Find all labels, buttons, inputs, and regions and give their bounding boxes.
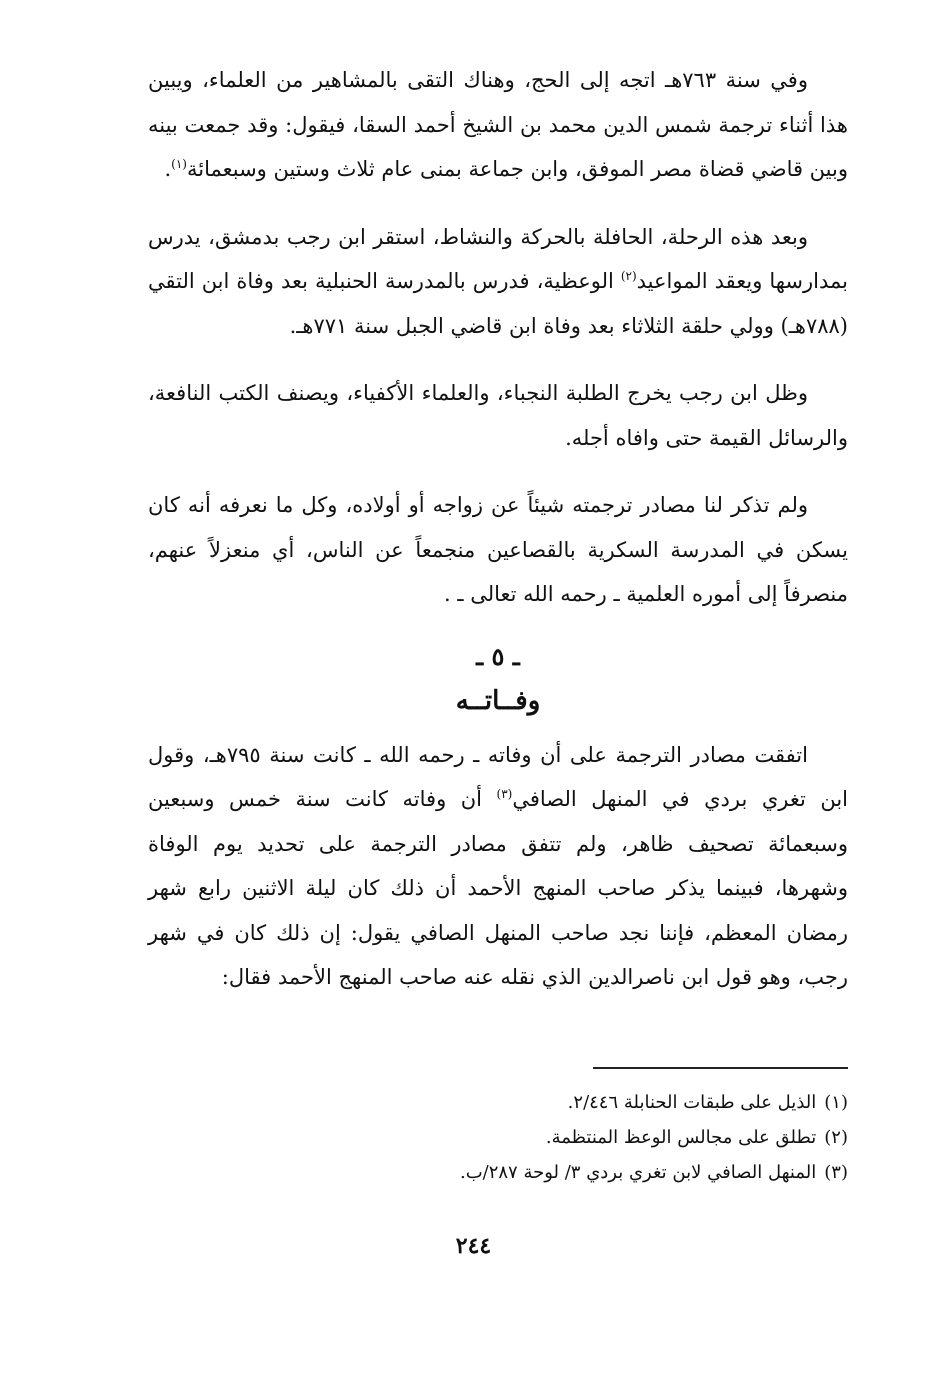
footnote-1: (١)الذيل على طبقات الحنابلة ٢/٤٤٦. [567,1092,848,1113]
footnote-ref-2: (٢) [620,269,637,283]
page-number: ٢٤٤ [455,1233,492,1259]
footnotes [148,1085,848,1190]
footnote-divider [593,1067,848,1069]
footnote-3: (٣)المنهل الصافي لابن تغري بردي ٣/ لوحة ٢٨٧/ب. [459,1162,848,1183]
main-text [148,58,848,1000]
paragraph-death: اتفقت مصادر الترجمة على أن وفاته ـ رحمه الله ـ كانت سنة ٧٩٥هـ، وقول ابن تغري بردي في المنهل الصافي$^{(٣)}$ أن وفاته كانت سنة خمس وسبعين وسبعمائة تصحيف ظاهر، ولم تتفق مصادر الترجمة على تحديد يوم الوفاة وشهرها، فبينما يذكر صاحب المنهج الأحمد أن ذلك كان ليلة الاثنين رابع شهر رمضان المعظم، فإننا نجد صاحب المنهل الصافي يقول: إن ذلك كان في شهر رجب، وهو قول ابن ناصرالدين الذي نقله عنه صاحب المنهج الأحمد فقال: [148,742,848,989]
footnote-ref-3: (٣) [496,787,513,801]
footnote-ref-1: (١) [171,157,187,171]
paragraph-hajj: وفي سنة ٧٦٣هـ اتجه إلى الحج، وهناك التقى بالمشاهير من العلماء، ويبين هذا أثناء ترجمة شمس الدين محمد بن الشيخ أحمد السقا، فيقول: وقد جمعت بينه وبين قاضي قضاة مصر الموفق، وابن جماعة بمنى عام ثلاث وستين وسبعمائة$^{(١)}$. [148,68,848,181]
paragraph-damascus: وبعد هذه الرحلة، الحافلة بالحركة والنشاط، استقر ابن رجب بدمشق، يدرس بمدارسها ويعقد المواعيد$^{(٢)}$ الوعظية، فدرس بالمدرسة الحنبلية بعد وفاة ابن التقي (٧٨٨هـ) وولي حلقة الثلاثاء بعد وفاة ابن قاضي الجبل سنة ٧٧١هـ. [148,224,849,338]
footnote-2: (٢)تطلق على مجالس الوعظ المنتظمة. [545,1127,848,1148]
section-title: وفــاتــه [455,685,541,716]
paragraph-students: وظل ابن رجب يخرج الطلبة النجباء، والعلماء الأكفياء، ويصنف الكتب النافعة، والرسائل القيمة حتى وافاه أجله. [148,381,848,450]
section-number: ـ ٥ ـ [476,641,520,671]
paragraph-family: ولم تذكر لنا مصادر ترجمته شيئاً عن زواجه أو أولاده، وكل ما نعرفه أنه كان يسكن في المدرسة السكرية بالقصاعين منجمعاً عن الناس، أي منعزلاً عنهم، منصرفاً إلى أموره العلمية ـ رحمه الله تعالى ـ . [148,493,848,606]
